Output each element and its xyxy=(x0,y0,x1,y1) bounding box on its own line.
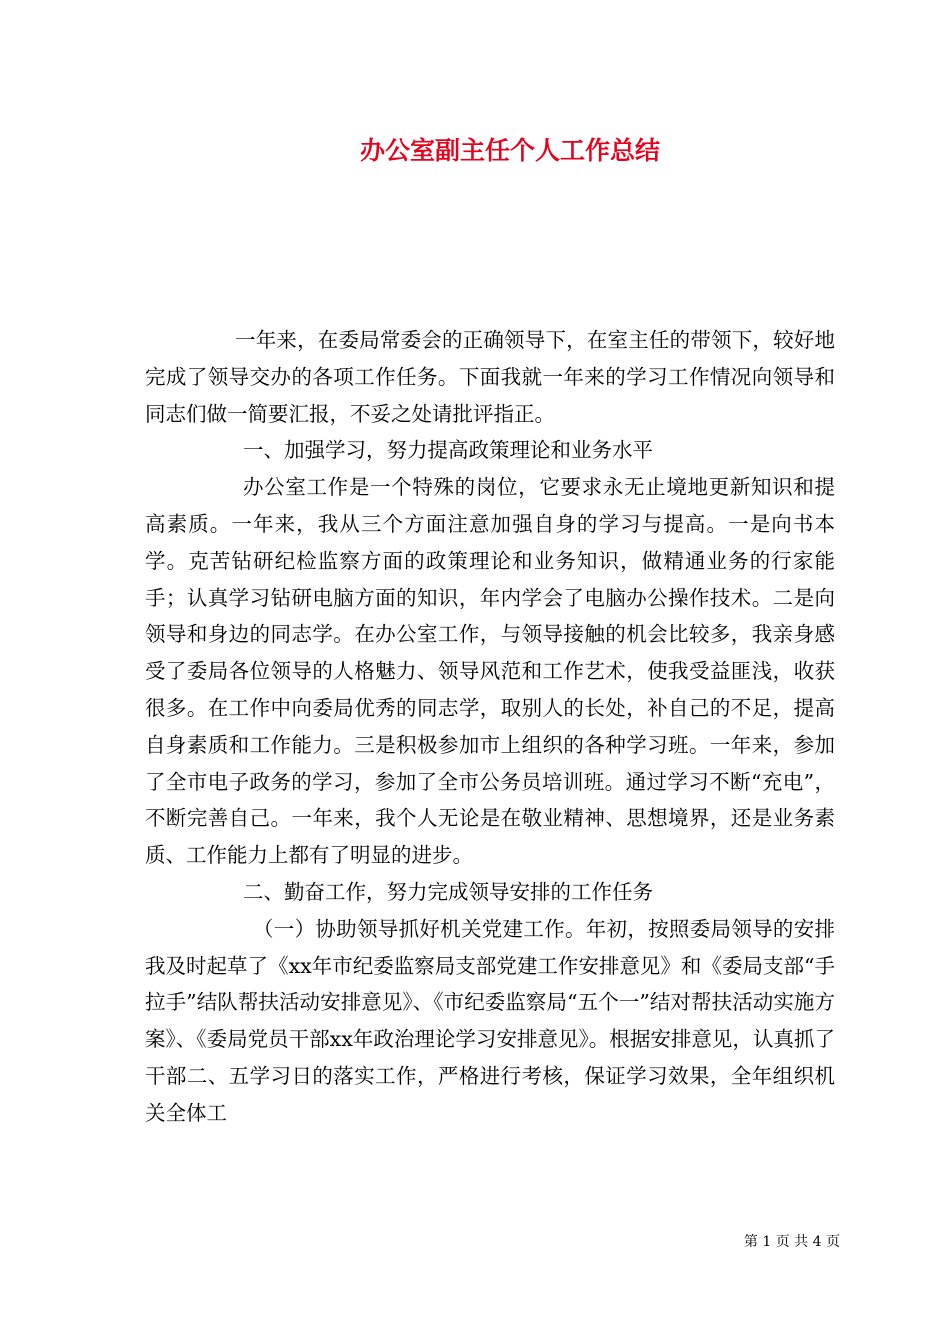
document-body xyxy=(145,322,835,1132)
paragraph-study: 办公室工作是一个特殊的岗位，它要求永无止境地更新知识和提高素质。一年来，我从三个方面注意加强自身的学习与提高。一是向书本学。克苦钻研纪检监察方面的政策理论和业务知识，做精通业务的行家能手；认真学习钻研电脑方面的知识，年内学会了电脑办公操作技术。二是向领导和身边的同志学。在办公室工作，与领导接触的机会比较多，我亲身感受了委局各位领导的人格魅力、领导风范和工作艺术，使我受益匪浅，收获很多。在工作中向委局优秀的同志学，取别人的长处，补自己的不足，提高自身素质和工作能力。三是积极参加市上组织的各种学习班。一年来，参加了全市电子政务的学习，参加了全市公务员培训班。通过学习不断“充电”，不断完善自己。一年来，我个人无论是在敬业精神、思想境界，还是业务素质、工作能力上都有了明显的进步。 xyxy=(145,475,835,868)
section-heading-1: 一、加强学习，努力提高政策理论和业务水平 xyxy=(243,438,653,463)
section-heading-2: 二、勤奋工作，努力完成领导安排的工作任务 xyxy=(243,879,653,904)
page-number-footer: 第 1 页 共 4 页 xyxy=(743,1234,840,1250)
page-title: 办公室副主任个人工作总结 xyxy=(360,136,661,165)
paragraph-party-building: （一）协助领导抓好机关党建工作。年初，按照委局领导的安排我及时起草了《xx年市纪委监察局支部党建工作安排意见》和《委局支部“手拉手”结队帮扶活动安排意见》、《市纪委监察局“五个一”结对帮扶活动实施方案》、《委局党员干部xx年政治理论学习安排意见》。根据安排意见，认真抓了干部二、五学习日的落实工作，严格进行考核，保证学习效果，全年组织机关全体工 xyxy=(145,916,835,1125)
paragraph-intro: 一年来，在委局常委会的正确领导下，在室主任的带领下，较好地完成了领导交办的各项工作任务。下面我就一年来的学习工作情况向领导和同志们做一简要汇报，不妥之处请批评指正。 xyxy=(145,328,835,426)
